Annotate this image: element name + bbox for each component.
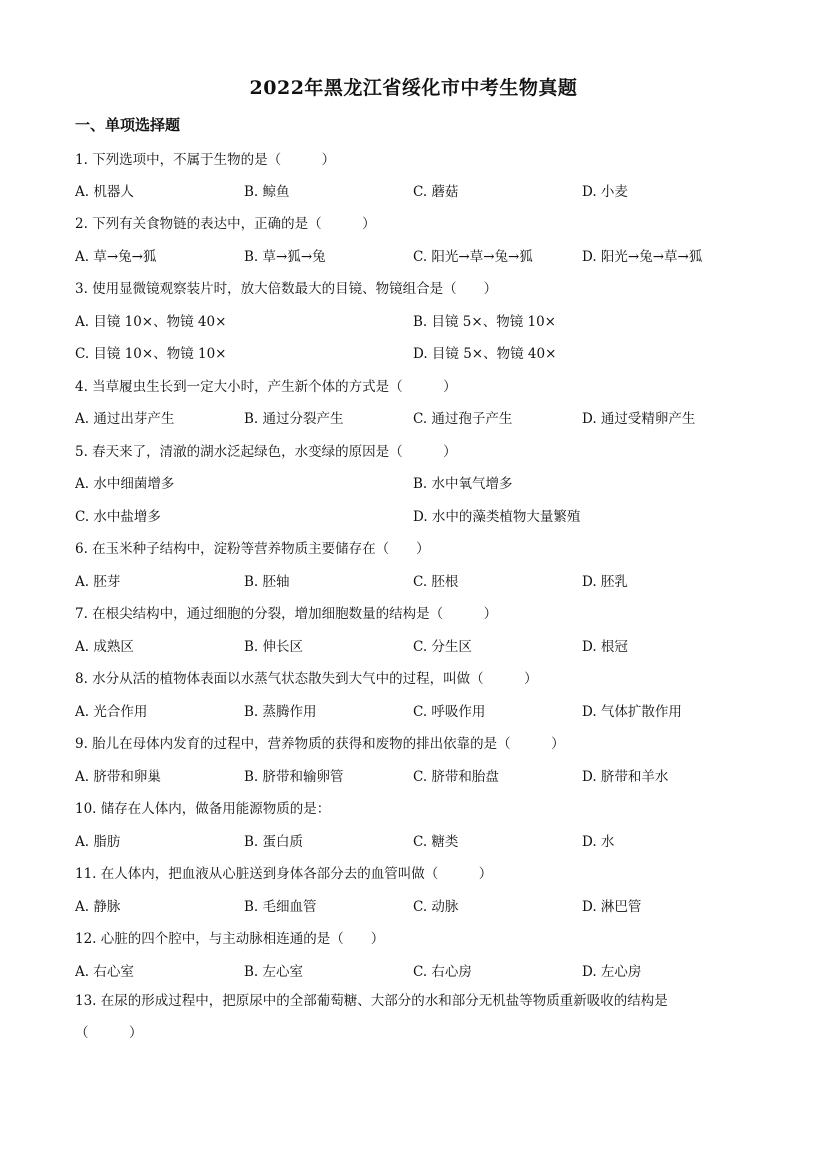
option-2a: A. 草→兔→狐 [75,249,157,265]
option-2b: B. 草→狐→兔 [244,249,326,265]
question-4: 4. 当草履虫生长到一定大小时，产生新个体的方式是（ ） [75,379,457,395]
option-8c: C. 呼吸作用 [413,704,486,720]
option-3b: B. 目镜 5×、物镜 10× [413,314,556,330]
page-title: 2022年黑龙江省绥化市中考生物真题 [249,77,578,99]
option-6d: D. 胚乳 [582,574,628,590]
question-12: 12. 心脏的四个腔中，与主动脉相连通的是（ ） [75,931,385,947]
option-10b: B. 蛋白质 [244,834,304,850]
question-13: 13. 在尿的形成过程中，把原尿中的全部葡萄糖、大部分的水和部分无机盐等物质重新吸收的结构是（ ） [75,993,668,1041]
question-6: 6. 在玉米种子结构中，淀粉等营养物质主要储存在（ ） [75,541,430,557]
option-5c: C. 水中盐增多 [75,509,161,525]
option-3a: A. 目镜 10×、物镜 40× [75,314,227,330]
option-10a: A. 脂肪 [75,834,121,850]
option-11a: A. 静脉 [75,899,121,915]
option-3d: D. 目镜 5×、物镜 40× [413,346,557,362]
option-7c: C. 分生区 [413,639,472,655]
question-11: 11. 在人体内，把血液从心脏送到身体各部分去的血管叫做（ ） [75,866,493,882]
option-9d: D. 脐带和羊水 [582,769,669,785]
option-5b: B. 水中氧气增多 [413,476,513,492]
option-4a: A. 通过出芽产生 [75,411,175,427]
question-3: 3. 使用显微镜观察装片时，放大倍数最大的目镜、物镜组合是（ ） [75,281,498,297]
option-2c: C. 阳光→草→兔→狐 [413,249,533,265]
option-3c: C. 目镜 10×、物镜 10× [75,346,227,362]
option-5d: D. 水中的藻类植物大量繁殖 [413,509,581,525]
option-7d: D. 根冠 [582,639,628,655]
option-12c: C. 右心房 [413,964,472,980]
option-9c: C. 脐带和胎盘 [413,769,499,785]
option-11d: D. 淋巴管 [582,899,642,915]
option-8b: B. 蒸腾作用 [244,704,317,720]
question-5: 5. 春天来了，清澈的湖水泛起绿色，水变绿的原因是（ ） [75,444,457,460]
question-8: 8. 水分从活的植物体表面以水蒸气状态散失到大气中的过程，叫做（ ） [75,671,538,687]
option-4d: D. 通过受精卵产生 [582,411,696,427]
option-11b: B. 毛细血管 [244,899,317,915]
option-4b: B. 通过分裂产生 [244,411,344,427]
option-1a: A. 机器人 [75,184,134,200]
option-6b: B. 胚轴 [244,574,290,590]
question-1: 1. 下列选项中，不属于生物的是（ ） [75,152,336,168]
option-11c: C. 动脉 [413,899,459,915]
option-7b: B. 伸长区 [244,639,304,655]
option-12b: B. 左心室 [244,964,304,980]
option-8d: D. 气体扩散作用 [582,704,682,720]
option-1d: D. 小麦 [582,184,628,200]
option-1b: B. 鲸鱼 [244,184,290,200]
option-6a: A. 胚芽 [75,574,121,590]
option-2d: D. 阳光→兔→草→狐 [582,249,703,265]
option-4c: C. 通过孢子产生 [413,411,513,427]
option-9a: A. 脐带和卵巢 [75,769,161,785]
option-12d: D. 左心房 [582,964,642,980]
option-6c: C. 胚根 [413,574,459,590]
option-8a: A. 光合作用 [75,704,148,720]
option-10c: C. 糖类 [413,834,459,850]
option-10d: D. 水 [582,834,615,850]
option-1c: C. 蘑菇 [413,184,459,200]
option-9b: B. 脐带和输卵管 [244,769,344,785]
option-7a: A. 成熟区 [75,639,134,655]
section-heading: 一、单项选择题 [75,116,181,134]
option-12a: A. 右心室 [75,964,134,980]
question-7: 7. 在根尖结构中，通过细胞的分裂，增加细胞数量的结构是（ ） [75,606,498,622]
option-5a: A. 水中细菌增多 [75,476,175,492]
question-2: 2. 下列有关食物链的表达中，正确的是（ ） [75,216,376,232]
question-9: 9. 胎儿在母体内发育的过程中，营养物质的获得和废物的排出依靠的是（ ） [75,736,565,752]
question-10: 10. 储存在人体内，做备用能源物质的是： [75,801,331,817]
